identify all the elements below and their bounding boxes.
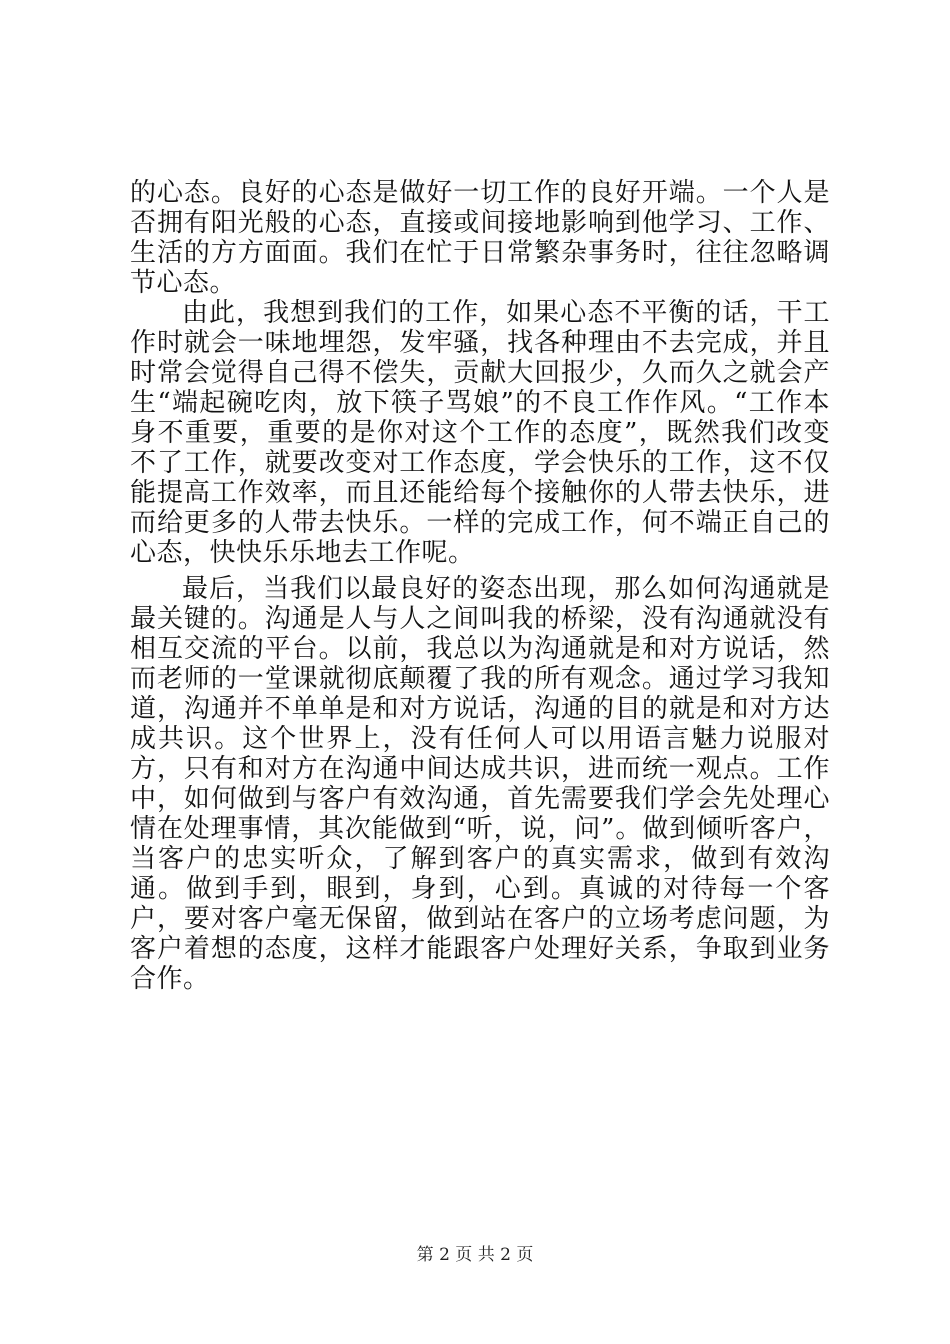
page-footer: 第 2 页 共 2 页 xyxy=(416,1245,534,1265)
paragraph-1: 的心态。良好的心态是做好一切工作的良好开端。一个人是否拥有阳光般的心态，直接或间接地影响到他学习、工作、生活的方方面面。我们在忙于日常繁杂事务时，往往忽略调节心态。 xyxy=(130,178,830,298)
paragraph-2: 由此，我想到我们的工作，如果心态不平衡的话，干工作时就会一味地埋怨，发牢骚，找各种理由不去完成，并且时常会觉得自己得不偿失，贡献大回报少，久而久之就会产生“端起碗吃肉，放下筷子骂娘”的不良工作作风。“工作本身不重要，重要的是你对这个工作的态度”，既然我们改变不了工作，就要改变对工作态度，学会快乐的工作，这不仅能提高工作效率，而且还能给每个接触你的人带去快乐，进而给更多的人带去快乐。一样的完成工作，何不端正自己的心态，快快乐乐地去工作呢。 xyxy=(130,298,830,568)
paragraph-3: 最后，当我们以最良好的姿态出现，那么如何沟通就是最关键的。沟通是人与人之间叫我的桥梁，没有沟通就没有相互交流的平台。以前，我总以为沟通就是和对方说话，然而老师的一堂课就彻底颠覆了我的所有观念。通过学习我知道，沟通并不单单是和对方说话，沟通的目的就是和对方达成共识。这个世界上，没有任何人可以用语言魅力说服对方，只有和对方在沟通中间达成共识，进而统一观点。工作中，如何做到与客户有效沟通，首先需要我们学会先处理心情在处理事情，其次能做到“听，说，问”。做到倾听客户，当客户的忠实听众，了解到客户的真实需求，做到有效沟通。做到手到，眼到，身到，心到。真诚的对待每一个客户，要对客户毫无保留，做到站在客户的立场考虑问题，为客户着想的态度，这样才能跟客户处理好关系，争取到业务合作。 xyxy=(130,574,830,994)
